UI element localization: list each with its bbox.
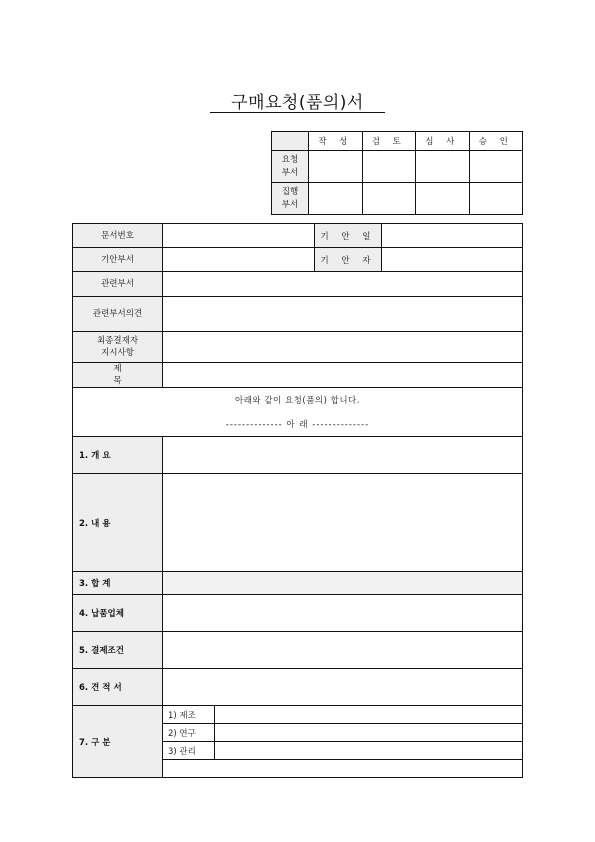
approval-box <box>271 131 523 215</box>
form-title: 구매요청(품의)서 <box>231 93 364 113</box>
sign-cell-request-inspect[interactable] <box>416 151 470 183</box>
approval-label-exec-dept <box>272 183 309 215</box>
label-content: 2. 내 용 <box>73 474 163 572</box>
sign-cell-exec-review[interactable] <box>362 183 416 215</box>
value-supplier[interactable] <box>163 595 523 632</box>
approval-label-request-dept <box>272 151 309 183</box>
category-management-label: 3) 관리 <box>163 742 215 760</box>
category-management-value[interactable] <box>215 742 523 760</box>
label-final-instruction-text: 최종결재자 지시사항 <box>96 336 139 358</box>
approval-header-write: 작 성 <box>309 132 363 151</box>
label-total: 3. 합 계 <box>73 572 163 595</box>
notice-text: 아래와 같이 요청(품의) 합니다. <box>235 396 360 406</box>
category-extra-row[interactable] <box>163 760 523 778</box>
sign-cell-exec-write[interactable] <box>309 183 363 215</box>
label-draft-date: 기 안 일 <box>315 224 382 248</box>
value-doc-number[interactable] <box>163 224 315 248</box>
value-drafter[interactable] <box>382 248 523 272</box>
value-final-instruction[interactable] <box>163 332 523 363</box>
value-related-dept[interactable] <box>163 272 523 297</box>
label-draft-dept: 기안부서 <box>73 248 163 272</box>
title-underline <box>210 112 385 113</box>
label-final-instruction <box>73 332 163 363</box>
approval-header-approve: 승 인 <box>469 132 523 151</box>
approval-label-request-dept-text: 요청 부서 <box>281 154 299 178</box>
label-related-opinion: 관련부서의견 <box>73 297 163 332</box>
sign-cell-request-review[interactable] <box>362 151 416 183</box>
label-payment: 5. 결제조건 <box>73 632 163 669</box>
value-subject[interactable] <box>163 363 523 388</box>
sign-cell-request-write[interactable] <box>309 151 363 183</box>
approval-header-review: 검 토 <box>362 132 416 151</box>
sign-cell-exec-approve[interactable] <box>469 183 523 215</box>
value-quote[interactable] <box>163 669 523 706</box>
value-overview[interactable] <box>163 437 523 474</box>
approval-header-inspect: 심 사 <box>416 132 470 151</box>
value-payment[interactable] <box>163 632 523 669</box>
category-manufacture-label: 1) 제조 <box>163 706 215 724</box>
sign-cell-exec-inspect[interactable] <box>416 183 470 215</box>
value-draft-dept[interactable] <box>163 248 315 272</box>
notice-cell <box>73 388 523 437</box>
label-related-dept: 관련부서 <box>73 272 163 297</box>
label-supplier: 4. 납품업체 <box>73 595 163 632</box>
label-quote: 6. 견 적 서 <box>73 669 163 706</box>
value-related-opinion[interactable] <box>163 297 523 332</box>
approval-label-exec-dept-text: 집행 부서 <box>281 186 299 210</box>
value-content[interactable] <box>163 474 523 572</box>
label-doc-number: 문서번호 <box>73 224 163 248</box>
category-manufacture-value[interactable] <box>215 706 523 724</box>
label-drafter: 기 안 자 <box>315 248 382 272</box>
request-form-table <box>72 223 523 778</box>
label-subject: 제 목 <box>73 363 163 388</box>
category-research-label: 2) 연구 <box>163 724 215 742</box>
category-research-value[interactable] <box>215 724 523 742</box>
label-category: 7. 구 분 <box>73 706 163 778</box>
label-overview: 1. 개 요 <box>73 437 163 474</box>
value-total[interactable] <box>163 572 523 595</box>
sign-cell-request-approve[interactable] <box>469 151 523 183</box>
value-draft-date[interactable] <box>382 224 523 248</box>
approval-corner <box>272 132 309 151</box>
notice-divider: -------------- 아 래 -------------- <box>225 420 370 430</box>
